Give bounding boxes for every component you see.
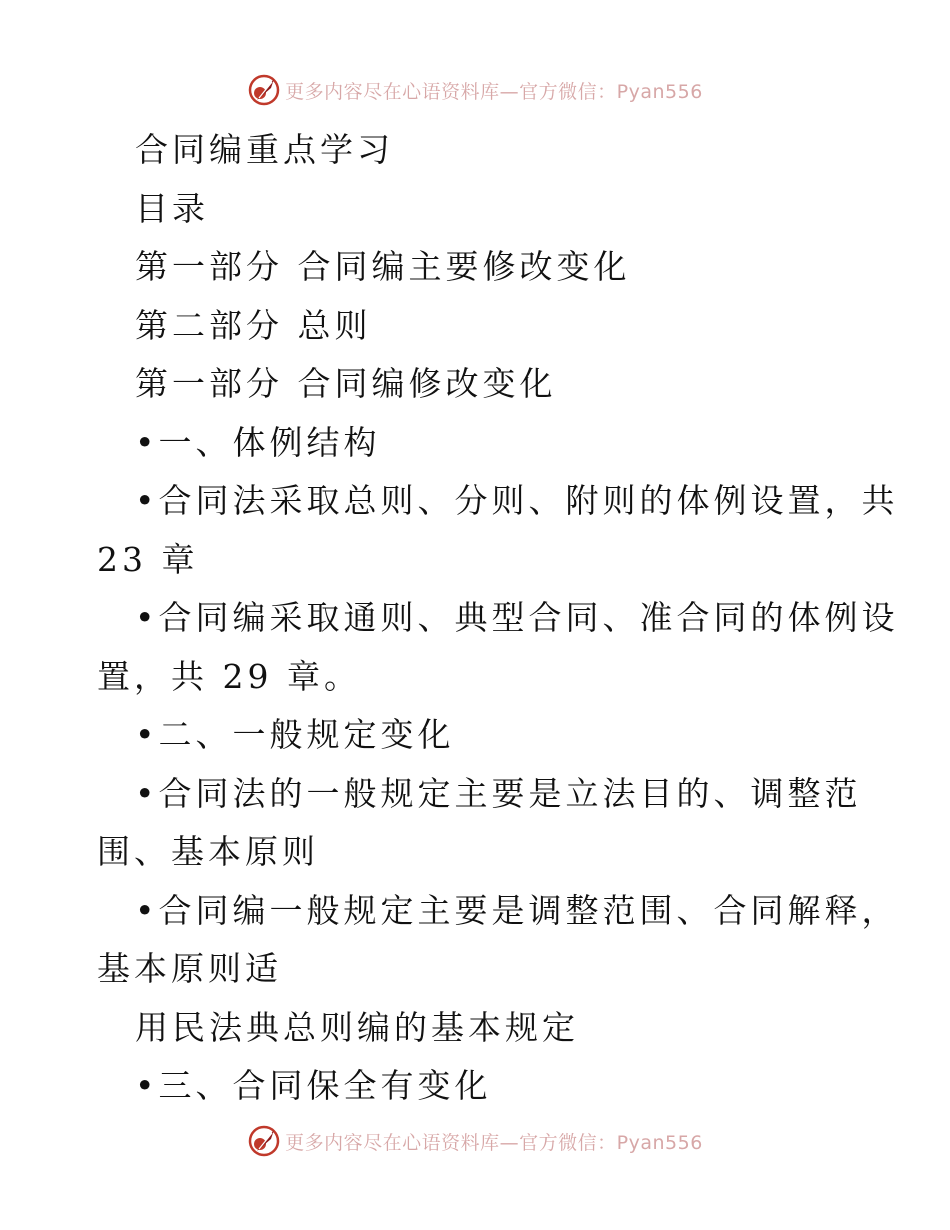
paragraph-continuation: 围、基本原则 [97, 832, 319, 871]
document-title: 合同编重点学习 [135, 130, 394, 169]
bullet-heading: •一、体例结构 [135, 422, 381, 462]
toc-heading: 目录 [135, 188, 209, 228]
toc-item: 第二部分 总则 [135, 305, 372, 345]
paragraph-continuation: 基本原则适 [97, 949, 282, 988]
watermark-header [0, 70, 950, 110]
watermark-text: 更多内容尽在心语资料库—官方微信：Pyan556 [285, 80, 703, 103]
paragraph-continuation: 23 章 [97, 539, 199, 579]
toc-item: 第一部分 合同编主要修改变化 [135, 247, 631, 286]
watermark-text: 更多内容尽在心语资料库—官方微信：Pyan556 [285, 1131, 703, 1154]
paragraph-line: 用民法典总则编的基本规定 [135, 1007, 579, 1047]
bullet-paragraph-line: •合同法采取总则、分则、附则的体例设置，共 [135, 481, 899, 520]
bullet-paragraph-line: •合同法的一般规定主要是立法目的、调整范 [135, 773, 862, 813]
bullet-heading: •三、合同保全有变化 [135, 1066, 492, 1105]
bullet-paragraph-line: •合同编采取通则、典型合同、准合同的体例设 [135, 598, 899, 637]
watermark-footer [0, 1121, 950, 1161]
bullet-paragraph-line: •合同编一般规定主要是调整范围、合同解释， [135, 890, 899, 930]
document-body [97, 121, 899, 1116]
quill-pen-logo-icon [247, 1124, 281, 1158]
quill-pen-logo-icon [247, 73, 281, 107]
section-heading: 第一部分 合同编修改变化 [135, 364, 557, 403]
paragraph-continuation: 置，共 29 章。 [97, 656, 361, 696]
bullet-heading: •二、一般规定变化 [135, 715, 455, 754]
